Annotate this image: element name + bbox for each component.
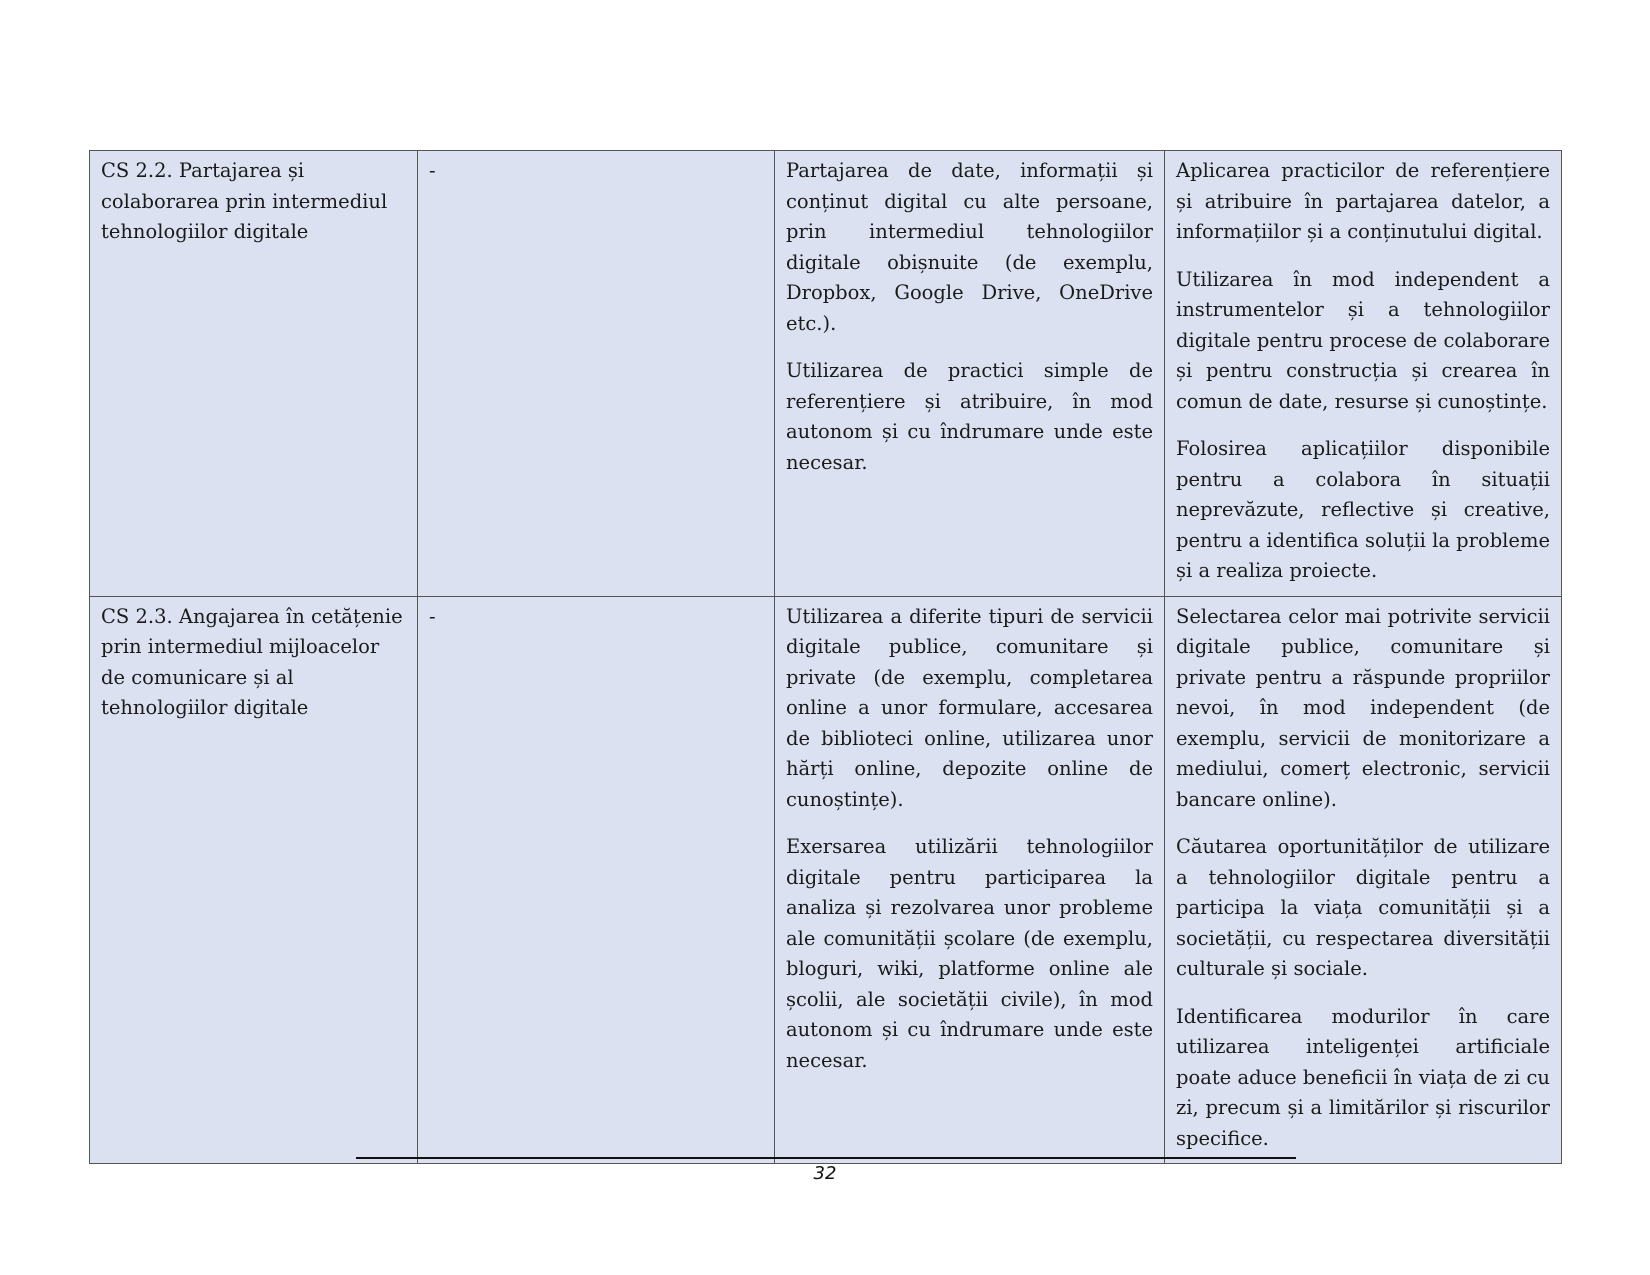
level3-cell	[1165, 596, 1562, 1164]
page-number: 32	[813, 1163, 837, 1184]
level3-paragraph: Selectarea celor mai potrivite servicii digitale publice, comunitare și private pentru a răspunde propriilor nevoi, în mod independent (de exemplu, servicii de monitorizare a mediului, comerț electronic, servicii bancare online).	[1176, 604, 1550, 811]
level2-cell	[775, 151, 1165, 597]
level2-paragraph: Utilizarea a diferite tipuri de servicii digitale publice, comunitare și private (de exemplu, completarea online a unor formulare, accesarea de biblioteci online, utilizarea unor hărți online, depozite online de cunoștințe).	[786, 604, 1153, 811]
footer-divider	[356, 1157, 1296, 1159]
competency-text: CS 2.2. Partajarea și colaborarea prin intermediul tehnologiilor digitale	[101, 159, 388, 243]
level2-paragraph: Utilizarea de practici simple de referențiere și atribuire, în mod autonom și cu îndrumare unde este necesar.	[786, 359, 1153, 474]
level3-paragraph: Căutarea oportunităților de utilizare a tehnologiilor digitale pentru a participa la viața comunității și a societății, cu respectarea diversității culturale și sociale.	[1176, 835, 1550, 980]
level3-paragraph: Folosirea aplicațiilor disponibile pentru a colabora în situații neprevăzute, reflective și creative, pentru a identifica soluții la probleme și a realiza proiecte.	[1176, 437, 1550, 582]
level2-paragraph: Partajarea de date, informații și conținut digital cu alte persoane, prin intermediul tehnologiilor digitale obișnuite (de exemplu, Dropbox, Google Drive, OneDrive etc.).	[786, 159, 1153, 335]
level3-paragraph: Identificarea modurilor în care utilizarea inteligenței artificiale poate aduce beneficii în viața de zi cu zi, precum și a limitărilor și riscurilor specifice.	[1176, 1004, 1550, 1150]
level3-paragraph: Utilizarea în mod independent a instrumentelor și a tehnologiilor digitale pentru procese de colaborare și pentru construcția și crearea în comun de date, resurse și cunoștințe.	[1176, 267, 1550, 413]
level3-cell	[1165, 151, 1562, 597]
table-row	[90, 596, 1562, 1164]
level2-cell	[775, 596, 1165, 1164]
competency-text: CS 2.3. Angajarea în cetățenie prin intermediul mijloacelor de comunicare și al tehnologiilor digitale	[101, 604, 403, 719]
level3-paragraph: Aplicarea practicilor de referențiere și atribuire în partajarea datelor, a informațiilor și a conținutului digital.	[1176, 159, 1550, 243]
competency-cell	[90, 151, 418, 597]
competency-cell	[90, 596, 418, 1164]
level1-text: -	[429, 159, 436, 182]
level1-cell	[418, 596, 775, 1164]
level1-text: -	[429, 604, 436, 628]
level1-cell	[418, 151, 775, 597]
table-row	[90, 151, 1562, 597]
competency-table	[89, 150, 1562, 1164]
level2-paragraph: Exersarea utilizării tehnologiilor digitale pentru participarea la analiza și rezolvarea unor probleme ale comunității școlare (de exemplu, bloguri, wiki, platforme online ale școlii, ale societății civile), în mod autonom și cu îndrumare unde este necesar.	[786, 835, 1153, 1072]
